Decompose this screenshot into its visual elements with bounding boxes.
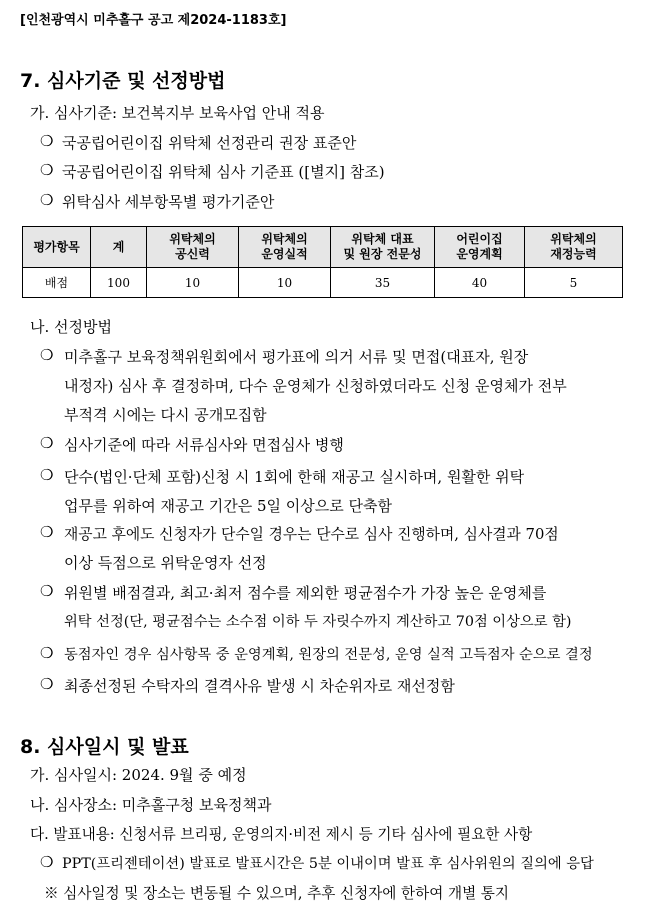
table-cell: 40: [435, 268, 525, 298]
section8-title: 8. 심사일시 및 발표: [20, 736, 189, 758]
bullet-icon: ❍: [40, 466, 54, 484]
header-cell-text: 위탁체 대표 및 원장 전문성: [343, 232, 422, 261]
table-cell: 10: [239, 268, 331, 298]
header-cell-text: 위탁체의 운영실적: [261, 232, 308, 261]
bullet-icon: ❍: [40, 644, 54, 662]
schedule-item: 다. 발표내용: 신청서류 브리핑, 운영의지·비전 제시 등 기타 심사에 필요한 사항: [30, 826, 533, 843]
selection-item-line: 내정자) 심사 후 결정하며, 다수 운영체가 신청하였더라도 신청 운영체가 전부: [64, 377, 567, 395]
selection-item-line: 위원별 배점결과, 최고·최저 점수를 제외한 평균점수가 가장 높은 운영체를: [64, 584, 547, 602]
section7-title: 7. 심사기준 및 선정방법: [20, 70, 226, 92]
header-cell-text: 위탁체의 공신력: [169, 232, 216, 261]
bullet-icon: ❍: [40, 853, 54, 871]
selection-item-line: 업무를 위하여 재공고 기간은 5일 이상으로 단축함: [64, 497, 392, 515]
bullet-icon: ❍: [40, 582, 54, 600]
selection-item-line: 미추홀구 보육정책위원회에서 평가표에 의거 서류 및 면접(대표자, 원장: [64, 348, 529, 366]
table-header-cell: [525, 227, 623, 268]
table-cell: 배점: [23, 268, 91, 298]
header-cell-text: 계: [112, 239, 125, 254]
bullet-icon: ❍: [40, 191, 54, 209]
table-header-cell: [331, 227, 435, 268]
table-header-cell: [23, 227, 91, 268]
table-row: [23, 268, 623, 298]
bullet-icon: ❍: [40, 523, 54, 541]
table-cell: 5: [525, 268, 623, 298]
schedule-item: 가. 심사일시: 2024. 9월 중 예정: [30, 766, 247, 784]
table-cell: 100: [91, 268, 147, 298]
table-header-cell: [239, 227, 331, 268]
table-header-cell: [91, 227, 147, 268]
bullet-icon: ❍: [40, 132, 54, 150]
selection-item-line: 최종선정된 수탁자의 결격사유 발생 시 차순위자로 재선정함: [64, 677, 455, 695]
header-cell-text: 어린이집 운영계획: [456, 232, 503, 261]
criteria-item: 국공립어린이집 위탁체 심사 기준표 ([별지] 참조): [62, 163, 385, 181]
bullet-icon: ❍: [40, 346, 54, 364]
selection-label: 나. 선정방법: [30, 318, 112, 336]
evaluation-table: [22, 226, 623, 298]
selection-item-line: 이상 득점으로 위탁운영자 선정: [64, 554, 267, 572]
criteria-label: 가. 심사기준: 보건복지부 보육사업 안내 적용: [30, 104, 325, 122]
selection-item-line: 위탁 선정(단, 평균점수는 소수점 이하 두 자릿수까지 계산하고 70점 이상으로 함): [64, 614, 572, 630]
criteria-item: 위탁심사 세부항목별 평가기준안: [62, 193, 275, 211]
schedule-change-note: ※ 심사일정 및 장소는 변동될 수 있으며, 추후 신청자에 한하여 개별 통지: [44, 885, 509, 902]
selection-item-line: 재공고 후에도 신청자가 단수일 경우는 단수로 심사 진행하며, 심사결과 70점: [64, 526, 559, 543]
table-cell: 10: [147, 268, 239, 298]
header-cell-text: 위탁체의 재정능력: [550, 232, 597, 261]
table-cell: 35: [331, 268, 435, 298]
bullet-icon: ❍: [40, 161, 54, 179]
selection-item-line: 단수(법인·단체 포함)신청 시 1회에 한해 재공고 실시하며, 원활한 위탁: [64, 468, 525, 486]
table-header-row: [23, 227, 623, 268]
header-cell-text: 평가항목: [33, 239, 80, 254]
table-header-cell: [435, 227, 525, 268]
bullet-icon: ❍: [40, 675, 54, 693]
selection-item-line: 심사기준에 따라 서류심사와 면접심사 병행: [64, 436, 344, 454]
criteria-item: 국공립어린이집 위탁체 선정관리 권장 표준안: [62, 134, 357, 152]
notice-number: [인천광역시 미추홀구 공고 제2024-1183호]: [20, 13, 287, 28]
bullet-icon: ❍: [40, 434, 54, 452]
selection-item-line: 동점자인 경우 심사항목 중 운영계획, 원장의 전문성, 운영 실적 고득점자 순으로 결정: [64, 647, 593, 663]
selection-item-line: 부적격 시에는 다시 공개모집함: [64, 406, 267, 424]
schedule-item: 나. 심사장소: 미추홀구청 보육정책과: [30, 796, 272, 814]
presentation-note: PPT(프리젠테이션) 발표로 발표시간은 5분 이내이며 발표 후 심사위원의 질의에 응답: [62, 856, 594, 872]
table-header-cell: [147, 227, 239, 268]
